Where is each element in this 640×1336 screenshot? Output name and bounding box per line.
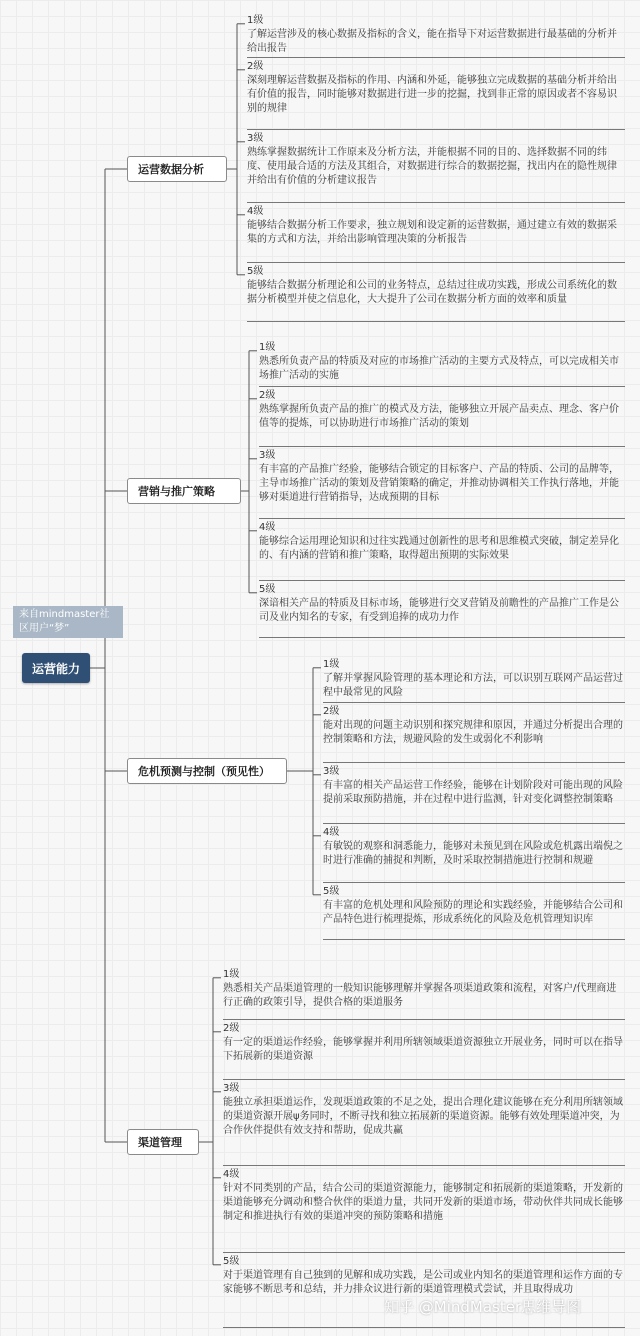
level-description: 了解运营涉及的核心数据及指标的含义，能在指导下对运营数据进行最基础的分析并给出报告	[247, 29, 617, 54]
level-description: 能够结合数据分析工作要求，独立规划和设定新的运营数据，通过建立有效的数据采集的方式和方法，并给出影响管理决策的分析报告	[247, 220, 617, 245]
level-label: 3级	[247, 133, 264, 144]
level-label: 1级	[223, 969, 240, 980]
level-node[interactable]	[323, 885, 625, 940]
level-description: 有丰富的相关产品运营工作经验，能够在计划阶段对可能出现的风险提前采取预防措施，并在过程中进行监测，针对变化调整控制策略	[323, 780, 623, 805]
level-label: 1级	[323, 659, 340, 670]
level-label: 2级	[247, 61, 264, 72]
level-node[interactable]	[247, 265, 625, 322]
level-label: 1级	[259, 342, 276, 353]
level-label: 5级	[223, 1256, 240, 1267]
level-node[interactable]	[259, 449, 625, 519]
level-label: 4级	[223, 1169, 240, 1180]
level-node[interactable]	[323, 826, 625, 883]
level-node[interactable]	[247, 60, 625, 130]
root-node[interactable]: 运营能力	[22, 653, 90, 683]
level-label: 4级	[323, 827, 340, 838]
level-label: 2级	[223, 1023, 240, 1034]
level-description: 针对不同类别的产品，结合公司的渠道资源能力，能够制定和拓展新的渠道策略，开发新的渠道能够充分调动和整合伙伴的渠道力量，共同开发新的渠道市场，带动伙伴共同成长能够制定和推进执行有效的渠道冲突的预防策略和措施	[223, 1183, 623, 1222]
level-label: 3级	[223, 1083, 240, 1094]
level-node[interactable]	[247, 205, 625, 263]
level-node[interactable]	[323, 765, 625, 824]
level-description: 有一定的渠道运作经验，能够掌握并利用所辖领域渠道资源独立开展业务，同时可以在指导下拓展新的渠道资源	[223, 1037, 623, 1062]
level-node[interactable]	[323, 705, 625, 763]
level-description: 能对出现的问题主动识别和探究规律和原因，并通过分析提出合理的控制策略和方法，规避风险的发生或弱化不利影响	[323, 720, 623, 745]
level-node[interactable]	[223, 968, 625, 1020]
level-node[interactable]	[323, 658, 625, 703]
level-description: 有敏锐的观察和洞悉能力，能够对未预见到在风险或危机露出端倪之时进行准确的捕捉和判断，及时采取控制措施进行控制和规避	[323, 841, 623, 866]
level-node[interactable]	[259, 389, 625, 447]
level-label: 3级	[259, 450, 276, 461]
level-description: 了解并掌握风险管理的基本理论和方法，可以识别互联网产品运营过程中最常见的风险	[323, 673, 623, 698]
branch-data-analysis[interactable]: 运营数据分析	[127, 156, 227, 182]
level-description: 对于渠道管理有自己独到的见解和成功实践，是公司或业内知名的渠道管理和运作方面的专家能够不断思考和总结，并力排众议进行新的渠道管理模式尝试，并且取得成功	[223, 1270, 623, 1295]
level-description: 熟练掌握数据统计工作原来及分析方法，并能根据不同的目的、选择数据不同的纬度、使用最合适的方法及其组合，对数据进行综合的数据挖掘，找出内在的隐性规律并给出有价值的分析建议报告	[247, 147, 617, 186]
level-node[interactable]	[223, 1082, 625, 1166]
level-node[interactable]	[223, 1168, 625, 1253]
branch-channel-management[interactable]: 渠道管理	[127, 1129, 199, 1155]
level-node[interactable]	[259, 583, 625, 638]
level-label: 4级	[259, 522, 276, 533]
level-label: 4级	[247, 206, 264, 217]
level-description: 有丰富的危机处理和风险预防的理论和实践经验，并能够结合公司和产品特色进行梳理提炼，形成系统化的风险及危机管理知识库	[323, 900, 623, 925]
level-description: 深刻理解运营数据及指标的作用、内涵和外延，能够独立完成数据的基础分析并给出有价值的报告，同时能够对数据进行进一步的挖掘，找到非正常的原因或者不容易识别的规律	[247, 75, 617, 114]
level-label: 2级	[259, 390, 276, 401]
level-label: 3级	[323, 766, 340, 777]
level-node[interactable]	[259, 341, 625, 387]
level-description: 熟悉相关产品渠道管理的一般知识能够理解并掌握各项渠道政策和流程，对客户/代理商进行正确的政策引导，提供合格的渠道服务	[223, 983, 617, 1008]
level-label: 5级	[247, 266, 264, 277]
level-label: 2级	[323, 706, 340, 717]
watermark: 知乎 @MindMaster思维导图	[384, 1298, 582, 1316]
level-node[interactable]	[223, 1022, 625, 1080]
level-description: 能够综合运用理论知识和过往实践通过创新性的思考和思维模式突破，制定差异化的、有内涵的营销和推广策略，取得超出预期的实际效果	[259, 536, 619, 561]
level-description: 能够结合数据分析理论和公司的业务特点，总结过往成功实践，形成公司系统化的数据分析模型并使之信息化，大大提升了公司在数据分析方面的效率和质量	[247, 280, 617, 305]
level-label: 5级	[323, 886, 340, 897]
level-node[interactable]	[247, 132, 625, 203]
level-node[interactable]	[247, 14, 625, 58]
level-description: 能独立承担渠道运作，发现渠道政策的不足之处，提出合理化建议能够在充分利用所辖领域的渠道资源开展ψ务同时，不断寻找和独立拓展新的渠道资源。能够有效处理渠道冲突，为合作伙伴提供有效支持和帮助，促成共赢	[223, 1097, 623, 1136]
level-description: 熟悉所负责产品的特质及对应的市场推广活动的主要方式及特点，可以完成相关市场推广活动的实施	[259, 356, 619, 381]
level-node[interactable]	[259, 521, 625, 581]
branch-marketing-strategy[interactable]: 营销与推广策略	[127, 478, 241, 504]
branch-crisis-control[interactable]: 危机预测与控制（预见性）	[127, 758, 287, 784]
credit-label: 来自mindmaster社区用户“梦”	[13, 606, 123, 638]
level-description: 有丰富的产品推广经验，能够结合锁定的目标客户、产品的特质、公司的品牌等，主导市场推广活动的策划及营销策略的确定，并推动协调相关工作执行落地，并能够对渠道进行营销指导，达成预期的目标	[259, 464, 619, 503]
level-label: 5级	[259, 584, 276, 595]
level-label: 1级	[247, 15, 264, 26]
level-description: 深谙相关产品的特质及目标市场，能够进行交叉营销及前瞻性的产品推广工作是公司及业内知名的专家，有受到追捧的成功力作	[259, 598, 619, 623]
level-node[interactable]	[223, 1255, 625, 1328]
level-description: 熟练掌握所负责产品的推广的模式及方法，能够独立开展产品卖点、理念、客户价值等的提炼，可以协助进行市场推广活动的策划	[259, 404, 619, 429]
